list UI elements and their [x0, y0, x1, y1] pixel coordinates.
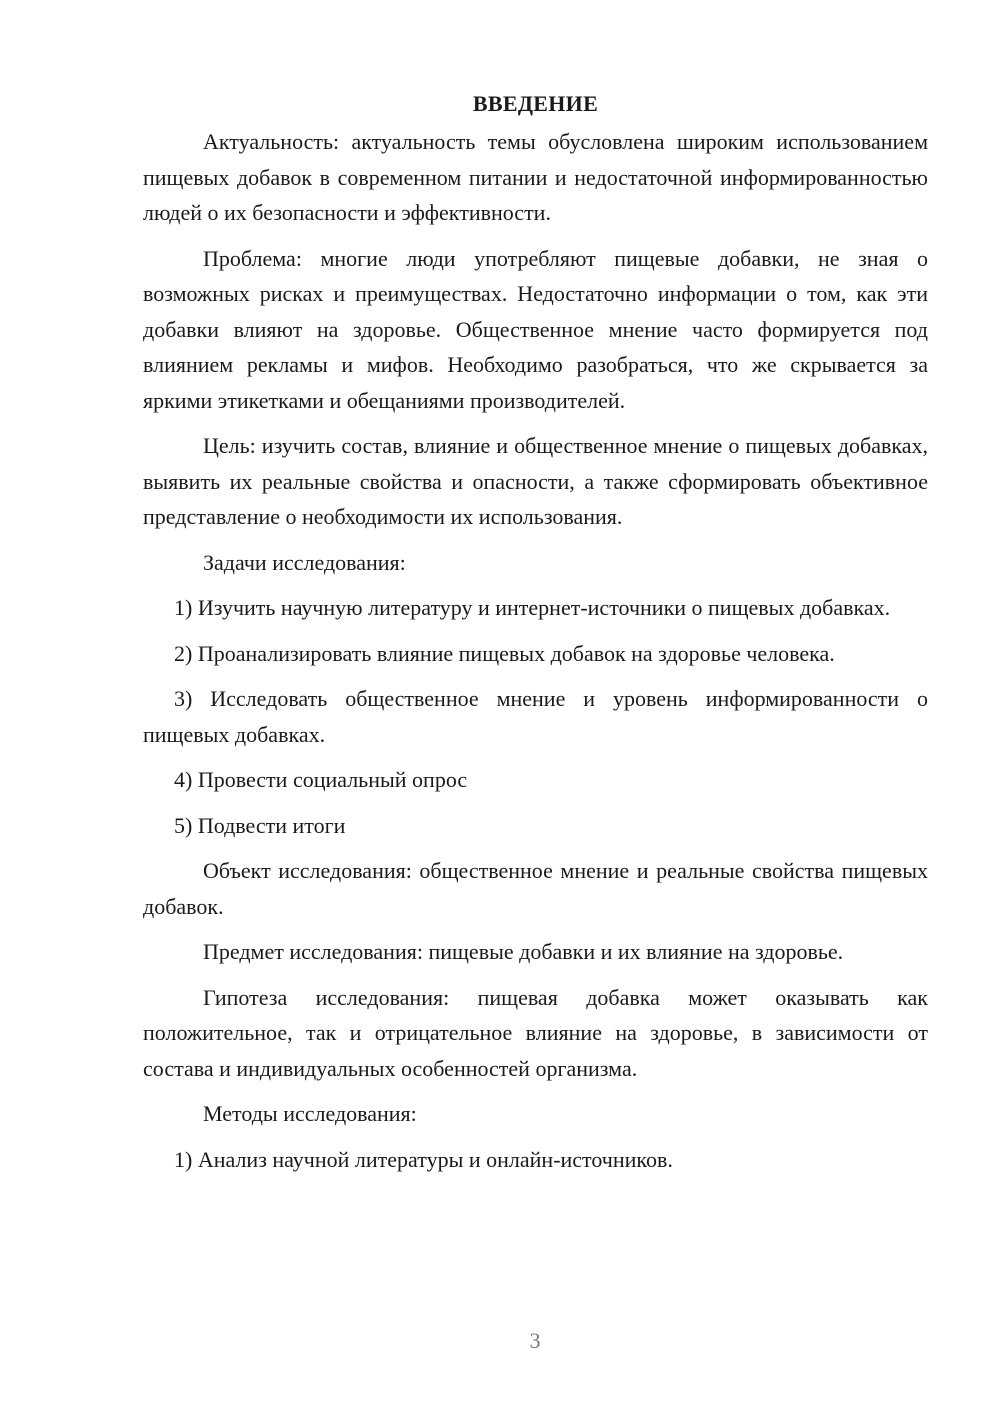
method-item-1: 1) Анализ научной литературы и онлайн-источников.: [174, 1146, 673, 1172]
task-item-5: 5) Подвести итоги: [174, 812, 346, 838]
task-item-1: 1) Изучить научную литературу и интернет-источники о пищевых добавках.: [174, 595, 891, 620]
relevance-paragraph: Актуальность: актуальность темы обусловлена широким использованием пищевых добавок в современном питании и недостаточной информированностью людей о их безопасности и эффективности.: [143, 129, 928, 225]
document-page: [143, 88, 928, 1187]
task-item-4: 4) Провести социальный опрос: [174, 767, 468, 792]
problem-paragraph: Проблема: многие люди употребляют пищевые добавки, не зная о возможных рисках и преимуществах. Недостаточно информации о том, как эти добавки влияют на здоровье. Общественное мнение часто формируется под влиянием рекламы и мифов. Необходимо разобраться, что же скрывается за яркими этикетками и обещаниями производителей.: [143, 245, 928, 413]
task-item-3: 3) Исследовать общественное мнение и уровень информированности о пищевых добавках.: [143, 686, 928, 747]
subject-paragraph: Предмет исследования: пищевые добавки и их влияние на здоровье.: [203, 939, 844, 964]
page-number: 3: [529, 1328, 541, 1353]
object-paragraph: Объект исследования: общественное мнение и реальные свойства пищевых добавок.: [143, 858, 928, 919]
hypothesis-paragraph: Гипотеза исследования: пищевая добавка может оказывать как положительное, так и отрицательное влияние на здоровье, в зависимости от состава и индивидуальных особенностей организма.: [143, 984, 928, 1081]
page-heading: ВВЕДЕНИЕ: [472, 91, 599, 116]
goal-paragraph: Цель: изучить состав, влияние и общественное мнение о пищевых добавках, выявить их реальные свойства и опасности, а также сформировать объективное представление о необходимости их использования.: [143, 433, 928, 529]
task-item-2: 2) Проанализировать влияние пищевых добавок на здоровье человека.: [174, 640, 835, 666]
tasks-title: Задачи исследования:: [203, 549, 406, 575]
methods-title: Методы исследования:: [203, 1101, 417, 1126]
